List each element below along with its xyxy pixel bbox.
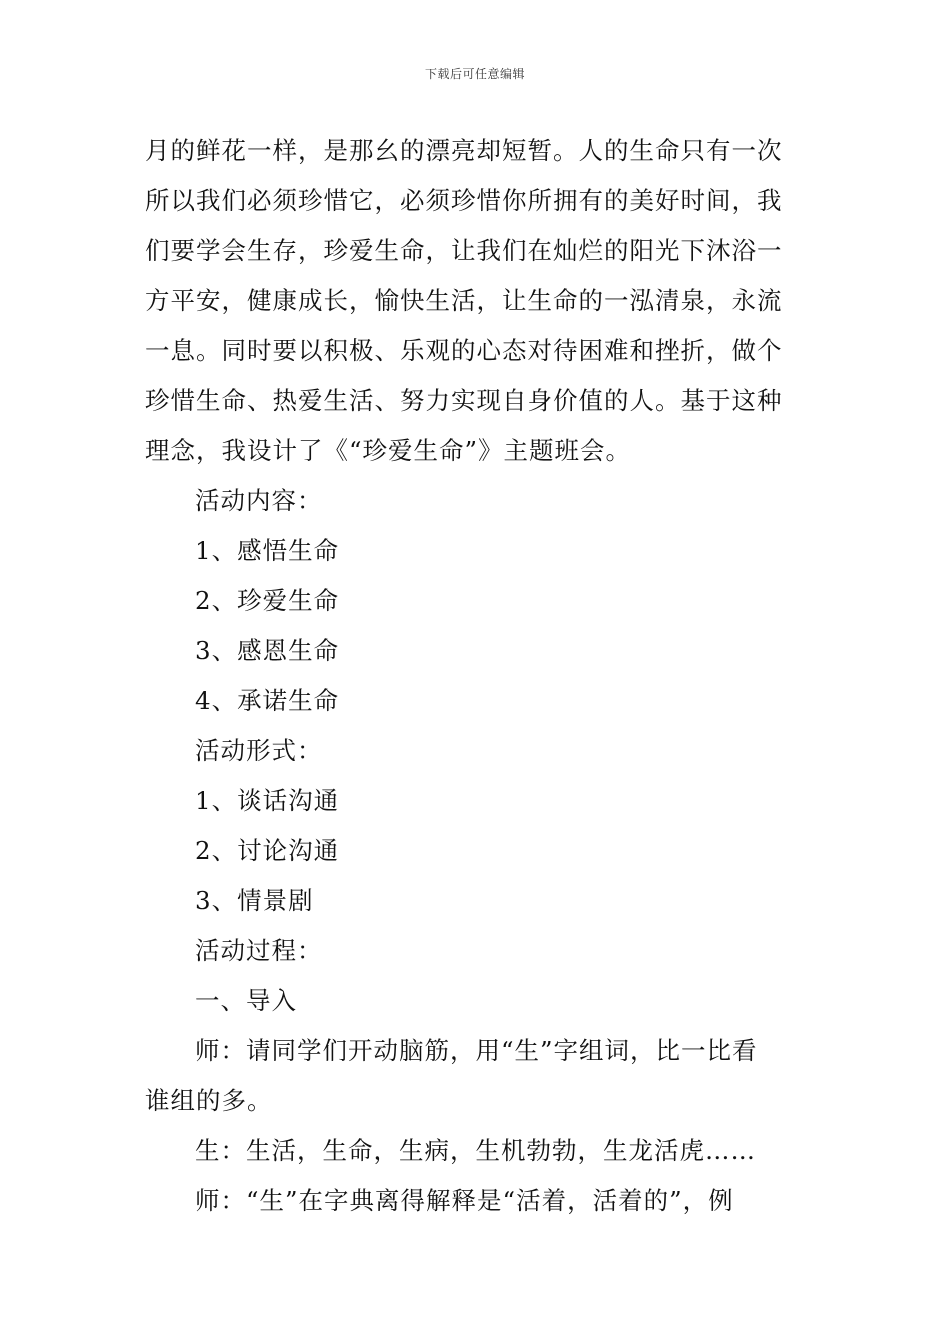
teacher-line-continuation: 谁组的多。 [145, 1086, 273, 1115]
intro-line: 一息。同时要以积极、乐观的心态对待困难和挫折，做个 [145, 336, 783, 365]
teacher-line: 师：请同学们开动脑筋，用“生”字组词，比一比看 [195, 1036, 758, 1065]
page-header: 下载后可任意编辑 [424, 67, 525, 81]
intro-line: 月的鲜花一样，是那幺的漂亮却短暂。人的生命只有一次 [145, 136, 783, 165]
intro-line: 珍惜生命、热爱生活、努力实现自身价值的人。基于这种 [145, 386, 783, 415]
content-item: 1、感悟生命 [195, 536, 340, 565]
content-item: 2、珍爱生命 [195, 586, 340, 615]
form-item: 3、情景剧 [195, 886, 314, 915]
intro-line: 们要学会生存，珍爱生命，让我们在灿烂的阳光下沐浴一 [145, 236, 783, 265]
form-item: 2、讨论沟通 [195, 836, 340, 865]
content-heading: 活动内容： [195, 486, 323, 515]
section-heading: 一、导入 [195, 986, 297, 1015]
intro-line: 方平安，健康成长，愉快生活，让生命的一泓清泉，永流 [145, 286, 783, 315]
intro-line: 所以我们必须珍惜它，必须珍惜你所拥有的美好时间，我 [145, 186, 783, 215]
form-item: 1、谈话沟通 [195, 786, 340, 815]
intro-line: 理念，我设计了《“珍爱生命”》主题班会。 [145, 436, 632, 465]
student-line: 生：生活，生命，生病，生机勃勃，生龙活虎…… [195, 1136, 756, 1165]
teacher-line: 师：“生”在字典离得解释是“活着，活着的”，例 [195, 1186, 734, 1215]
document-body [145, 126, 807, 1226]
process-heading: 活动过程： [195, 936, 323, 965]
content-item: 3、感恩生命 [195, 636, 340, 665]
content-item: 4、承诺生命 [195, 686, 340, 715]
form-heading: 活动形式： [195, 736, 323, 765]
